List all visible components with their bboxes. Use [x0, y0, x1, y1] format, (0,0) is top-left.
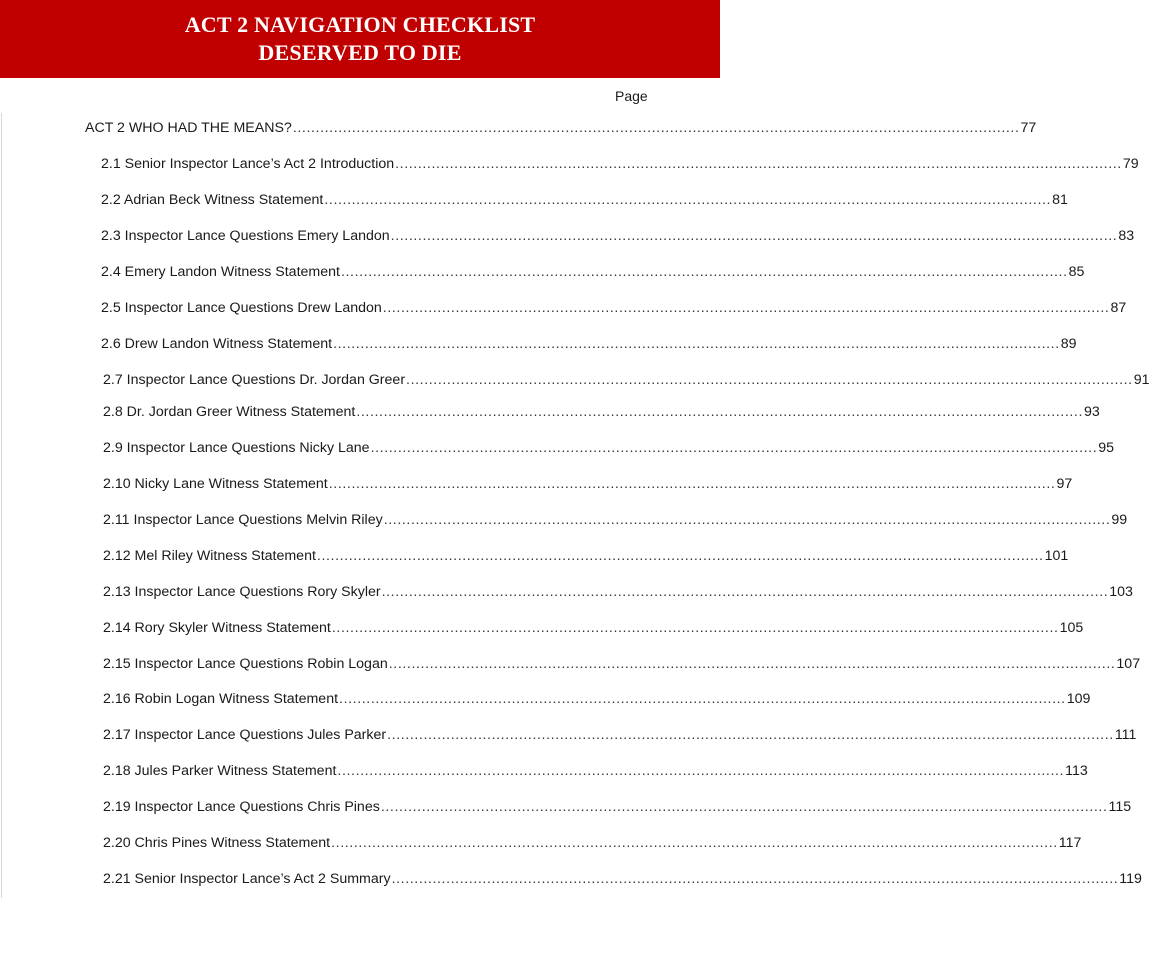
toc-entry[interactable] — [103, 723, 1137, 747]
toc-entry-page-number: 115 — [1108, 799, 1132, 815]
toc-dot-leader: ................................................................................................................................................................ — [381, 584, 1109, 600]
toc-entry[interactable] — [101, 224, 1135, 248]
toc-dot-leader: ................................................................................................................................................................ — [387, 727, 1114, 743]
toc-entry-label: 2.9 Inspector Lance Questions Nicky Lane — [103, 440, 370, 456]
toc-entry-label: 2.6 Drew Landon Witness Statement — [101, 336, 333, 352]
toc-entry[interactable] — [103, 368, 1150, 392]
toc-dot-leader: ................................................................................................................................................................ — [331, 620, 1059, 636]
toc-entry-label: 2.13 Inspector Lance Questions Rory Skyler — [103, 584, 381, 600]
toc-entry[interactable] — [101, 152, 1139, 176]
toc-entry-page-number: 85 — [1068, 264, 1085, 280]
toc-entry-label: 2.21 Senior Inspector Lance’s Act 2 Summary — [103, 871, 391, 887]
toc-entry-page-number: 97 — [1056, 476, 1073, 492]
toc-entry-page-number: 119 — [1119, 871, 1142, 887]
toc-entry-label: 2.5 Inspector Lance Questions Drew Landon — [101, 300, 382, 316]
toc-entry-label: 2.14 Rory Skyler Witness Statement — [103, 620, 331, 636]
toc-entry-label: 2.1 Senior Inspector Lance’s Act 2 Introduction — [101, 156, 395, 172]
toc-dot-leader: ................................................................................................................................................................ — [370, 440, 1098, 456]
page-column-header: Page — [615, 88, 648, 104]
banner-subtitle: DESERVED TO DIE — [258, 40, 462, 65]
toc-entry[interactable] — [101, 296, 1127, 320]
toc-entry[interactable] — [103, 759, 1088, 783]
toc-entry-page-number: 111 — [1114, 727, 1137, 743]
toc-entry-label: 2.3 Inspector Lance Questions Emery Landon — [101, 228, 390, 244]
toc-entry-page-number: 87 — [1110, 300, 1127, 316]
title-banner — [0, 0, 720, 78]
toc-entry-label: 2.12 Mel Riley Witness Statement — [103, 548, 316, 564]
toc-entry-page-number: 113 — [1065, 763, 1088, 779]
toc-dot-leader: ................................................................................................................................................................ — [340, 264, 1068, 280]
toc-dot-leader: ................................................................................................................................................................ — [391, 871, 1119, 887]
toc-dot-leader: ................................................................................................................................................................ — [331, 835, 1058, 851]
toc-entry-label: 2.4 Emery Landon Witness Statement — [101, 264, 340, 280]
toc-dot-leader: ................................................................................................................................................................ — [406, 372, 1133, 388]
toc-entry[interactable] — [103, 831, 1082, 855]
toc-dot-leader: ................................................................................................................................................................ — [324, 192, 1052, 208]
toc-entry-label: 2.20 Chris Pines Witness Statement — [103, 835, 331, 851]
toc-entry-page-number: 93 — [1084, 404, 1100, 420]
toc-entry-label: ACT 2 WHO HAD THE MEANS? — [85, 120, 292, 136]
toc-entry[interactable] — [101, 332, 1077, 356]
toc-entry-page-number: 109 — [1066, 691, 1091, 707]
toc-entry-label: 2.19 Inspector Lance Questions Chris Pines — [103, 799, 380, 815]
toc-entry[interactable] — [103, 400, 1100, 424]
toc-entry[interactable] — [103, 436, 1115, 460]
toc-dot-leader: ................................................................................................................................................................ — [339, 691, 1066, 707]
left-margin-rule — [1, 113, 2, 898]
toc-entry-label: 2.16 Robin Logan Witness Statement — [103, 691, 339, 707]
toc-entry[interactable] — [103, 544, 1069, 568]
toc-entry[interactable] — [103, 580, 1133, 604]
toc-entry[interactable] — [103, 616, 1084, 640]
toc-entry-label: 2.2 Adrian Beck Witness Statement — [101, 192, 324, 208]
toc-dot-leader: ................................................................................................................................................................ — [316, 548, 1044, 564]
toc-dot-leader: ................................................................................................................................................................ — [388, 656, 1116, 672]
toc-entry-page-number: 77 — [1020, 120, 1037, 136]
toc-entry[interactable] — [103, 867, 1142, 891]
toc-entry-label: 2.7 Inspector Lance Questions Dr. Jordan Greer — [103, 372, 406, 388]
toc-dot-leader: ................................................................................................................................................................ — [328, 476, 1056, 492]
toc-entry-label: 2.8 Dr. Jordan Greer Witness Statement — [103, 404, 356, 420]
banner-title: ACT 2 NAVIGATION CHECKLIST — [184, 12, 536, 37]
toc-entry-page-number: 117 — [1058, 835, 1082, 851]
toc-entry-label: 2.10 Nicky Lane Witness Statement — [103, 476, 328, 492]
toc-entry-page-number: 99 — [1111, 512, 1128, 528]
toc-entry-label: 2.15 Inspector Lance Questions Robin Logan — [103, 656, 388, 672]
toc-dot-leader: ................................................................................................................................................................ — [380, 799, 1108, 815]
toc-entry[interactable] — [103, 652, 1141, 676]
toc-dot-leader: ................................................................................................................................................................ — [383, 512, 1111, 528]
toc-entry-label: 2.18 Jules Parker Witness Statement — [103, 763, 337, 779]
toc-entry[interactable] — [101, 260, 1085, 284]
toc-entry-page-number: 81 — [1052, 192, 1068, 208]
toc-entry[interactable] — [103, 687, 1091, 711]
toc-entry[interactable] — [101, 188, 1068, 212]
toc-entry-page-number: 79 — [1122, 156, 1139, 172]
toc-entry-page-number: 83 — [1118, 228, 1135, 244]
toc-entry-page-number: 105 — [1059, 620, 1084, 636]
toc-dot-leader: ................................................................................................................................................................ — [390, 228, 1118, 244]
toc-dot-leader: ................................................................................................................................................................ — [333, 336, 1060, 352]
toc-dot-leader: ................................................................................................................................................................ — [395, 156, 1122, 172]
toc-dot-leader: ................................................................................................................................................................ — [292, 120, 1020, 136]
toc-entry-page-number: 91 — [1133, 372, 1150, 388]
toc-dot-leader: ................................................................................................................................................................ — [382, 300, 1110, 316]
toc-entry-page-number: 107 — [1116, 656, 1141, 672]
toc-entry-page-number: 95 — [1098, 440, 1115, 456]
toc-dot-leader: ................................................................................................................................................................ — [337, 763, 1065, 779]
toc-entry-label: 2.17 Inspector Lance Questions Jules Parker — [103, 727, 387, 743]
toc-entry[interactable] — [85, 116, 1037, 140]
toc-entry-page-number: 89 — [1060, 336, 1077, 352]
toc-entry-label: 2.11 Inspector Lance Questions Melvin Riley — [103, 512, 383, 528]
toc-dot-leader: ................................................................................................................................................................ — [356, 404, 1084, 420]
toc-entry[interactable] — [103, 508, 1128, 532]
toc-entry-page-number: 103 — [1109, 584, 1133, 600]
toc-entry[interactable] — [103, 472, 1073, 496]
toc-entry[interactable] — [103, 795, 1132, 819]
toc-entry-page-number: 101 — [1044, 548, 1069, 564]
